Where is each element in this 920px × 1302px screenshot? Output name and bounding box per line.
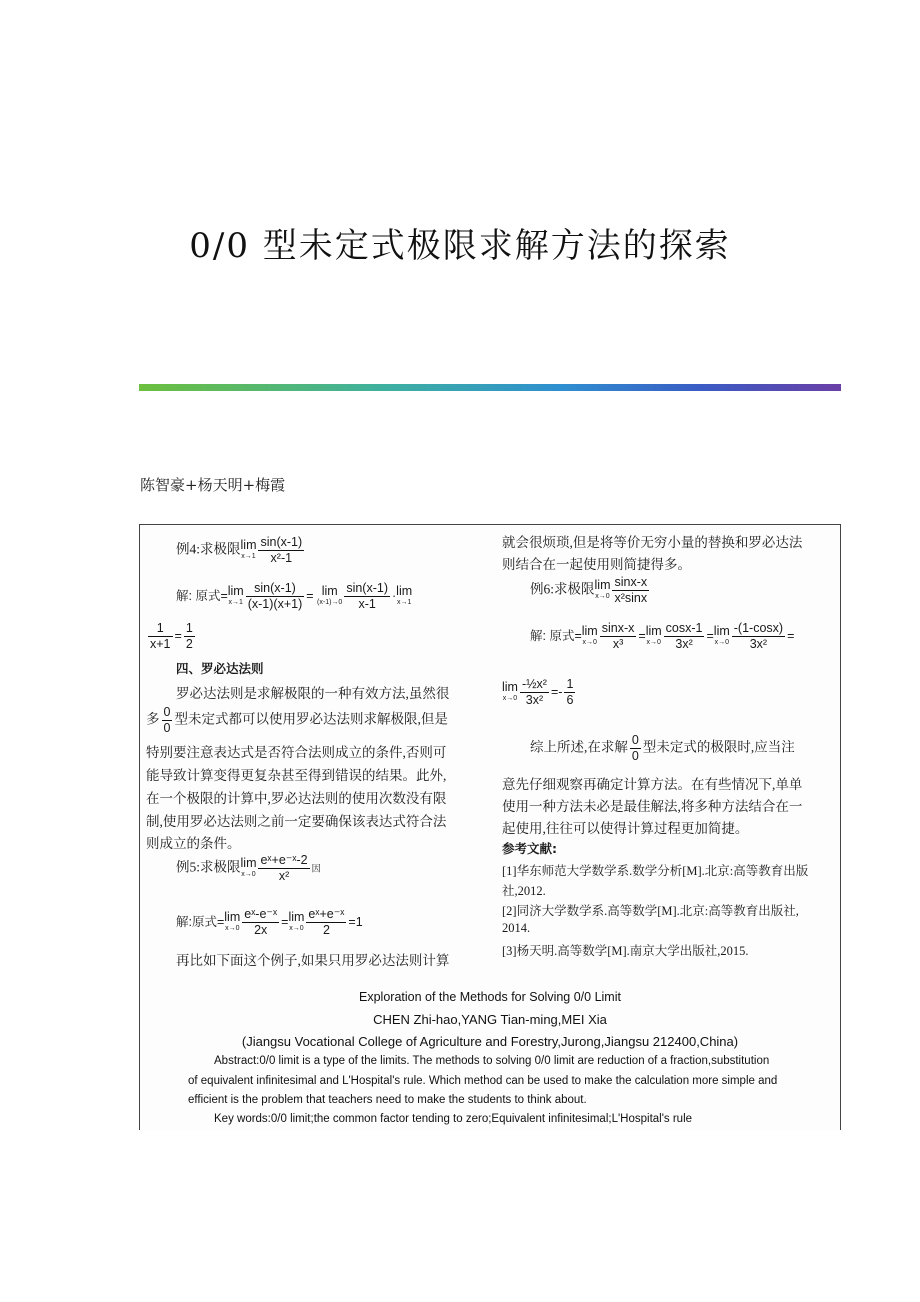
reference-1-cont: 社,2012. bbox=[502, 884, 546, 898]
paragraph-line: 制,使用罗必达法则之前一定要确保该表达式符合法 bbox=[146, 814, 447, 829]
keywords: Key words:0/0 limit;the common factor tending to zero;Equivalent infinitesimal;L'Hospital's rule bbox=[214, 1113, 693, 1125]
scanned-article-excerpt bbox=[139, 524, 841, 1130]
example-4-solution: 解: 原式=lim x→1 $\frac{\sin(x-1)}{(x-1)(x+1)}$ = lim (x-1)→0 $\frac{\sin(x-1)}{x-1}$ ·lim x→1 bbox=[176, 581, 413, 611]
paragraph-line: 能导致计算变得更复杂甚至得到错误的结果。此外, bbox=[146, 768, 447, 783]
fraction: $\frac{\text{eˣ+e⁻ˣ}}{2}$ bbox=[308, 907, 345, 937]
fraction: $\frac{\sin x-x}{\text{x²sinx}}$ bbox=[614, 575, 648, 605]
fraction: $\frac{-(1-\cos x)}{\text{3x²}}$ bbox=[733, 621, 784, 651]
abstract-line: of equivalent infinitesimal and L'Hospital's rule. Which method can be used to make the calculation more simple and bbox=[188, 1075, 778, 1087]
example-4-result: $\frac{1}{x+1}$ = $\frac{1}{2}$ bbox=[150, 621, 193, 651]
example-6-solution: 解: 原式=lim x→0 $\frac{\sin x-x}{\text{x³}}$ =lim x→0 $\frac{\cos x-1}{\text{3x²}}$ =lim x→0 $\frac{-(1-\cos x)}{\text{3x²}}$ = bbox=[530, 621, 795, 651]
example-6-result: lim x→0 $\frac{\text{-½x²}}{\text{3x²}}$ =- $\frac{1}{6}$ bbox=[502, 677, 574, 707]
paragraph-line: 罗必达法则是求解极限的一种有效方法,虽然很 bbox=[176, 686, 450, 701]
reference-1: [1]华东师范大学数学系.数学分析[M].北京:高等教育出版 bbox=[502, 864, 809, 878]
fraction: $\frac{\sin(x-1)}{(x-1)(x+1)}$ bbox=[247, 581, 303, 611]
fraction: $\frac{0}{0}$ bbox=[163, 705, 171, 735]
paragraph-line: 再比如下面这个例子,如果只用罗必达法则计算 bbox=[176, 953, 450, 968]
english-title: Exploration of the Methods for Solving 0/0 Limit bbox=[359, 990, 621, 1004]
title-divider-bar bbox=[139, 384, 841, 391]
example-5-solution: 解:原式=lim x→0 $\frac{\text{eˣ-e⁻ˣ}}{2x}$ =lim x→0 $\frac{\text{eˣ+e⁻ˣ}}{2}$ =1 bbox=[176, 907, 363, 937]
reference-2-cont: 2014. bbox=[502, 921, 531, 935]
example-5: 例5:求极限lim x→0 $\frac{\text{eˣ+e⁻ˣ-2}}{\text{x²}}$ 因 bbox=[176, 853, 321, 883]
fraction: $\frac{1}{2}$ bbox=[185, 621, 193, 651]
fraction: $\frac{\sin x-x}{\text{x³}}$ bbox=[601, 621, 635, 651]
fraction: $\frac{\sin(x-1)}{\text{x²-1}}$ bbox=[260, 535, 303, 565]
english-affiliation: (Jiangsu Vocational College of Agriculture and Forestry,Jurong,Jiangsu 212400,China) bbox=[241, 1034, 739, 1049]
paragraph-line: 在一个极限的计算中,罗必达法则的使用次数没有限 bbox=[146, 791, 447, 806]
paragraph-line: 起使用,往往可以使得计算过程更加简捷。 bbox=[502, 821, 749, 836]
fraction: $\frac{\text{eˣ+e⁻ˣ-2}}{\text{x²}}$ bbox=[260, 853, 308, 883]
authors: 陈智豪+杨天明+梅霞 bbox=[140, 476, 286, 494]
document-title: 0/0 型未定式极限求解方法的探索 bbox=[189, 226, 731, 266]
example-6: 例6:求极限lim x→0 $\frac{\sin x-x}{\text{x²sinx}}$ bbox=[530, 575, 648, 605]
fraction: $\frac{\cos x-1}{\text{3x²}}$ bbox=[665, 621, 703, 651]
section-heading-lhospital: 四、罗必达法则 bbox=[176, 661, 264, 676]
abstract-line: Abstract:0/0 limit is a type of the limits. The methods to solving 0/0 limit are reduction of a fraction,substitution bbox=[214, 1055, 770, 1067]
paragraph-line: 就会很烦琐,但是将等价无穷小量的替换和罗必达法 bbox=[502, 535, 803, 550]
fraction: $\frac{\text{-½x²}}{\text{3x²}}$ bbox=[521, 677, 547, 707]
paragraph-line: 多 $\frac{0}{0}$ 型未定式都可以使用罗必达法则求解极限,但是 bbox=[146, 705, 448, 735]
fraction: $\frac{\text{eˣ-e⁻ˣ}}{2x}$ bbox=[244, 907, 278, 937]
references-heading: 参考文献: bbox=[502, 841, 557, 856]
example-4: 例4:求极限lim x→1 $\frac{\sin(x-1)}{\text{x²-1}}$ bbox=[176, 535, 303, 565]
english-authors: CHEN Zhi-hao,YANG Tian-ming,MEI Xia bbox=[373, 1012, 607, 1027]
fraction: $\frac{1}{6}$ bbox=[566, 677, 574, 707]
paragraph-line: 则成立的条件。 bbox=[146, 836, 241, 851]
paragraph-line: 意先仔细观察再确定计算方法。在有些情况下,单单 bbox=[502, 777, 803, 792]
fraction: $\frac{\sin(x-1)}{x-1}$ bbox=[346, 581, 388, 611]
fraction: $\frac{1}{x+1}$ bbox=[150, 621, 171, 651]
paragraph-line: 使用一种方法未必是最佳解法,将多种方法结合在一 bbox=[502, 799, 803, 814]
reference-3: [3]杨天明.高等数学[M].南京大学出版社,2015. bbox=[502, 944, 749, 958]
reference-2: [2]同济大学数学系.高等数学[M].北京:高等教育出版社, bbox=[502, 904, 799, 918]
abstract-line: efficient is the problem that teachers need to make the students to think about. bbox=[188, 1094, 587, 1106]
fraction: $\frac{0}{0}$ bbox=[631, 733, 639, 763]
summary-line: 综上所述,在求解 $\frac{0}{0}$ 型未定式的极限时,应当注 bbox=[530, 733, 795, 763]
paragraph-line: 特别要注意表达式是否符合法则成立的条件,否则可 bbox=[146, 745, 447, 760]
paragraph-line: 则结合在一起使用则简捷得多。 bbox=[502, 557, 691, 572]
